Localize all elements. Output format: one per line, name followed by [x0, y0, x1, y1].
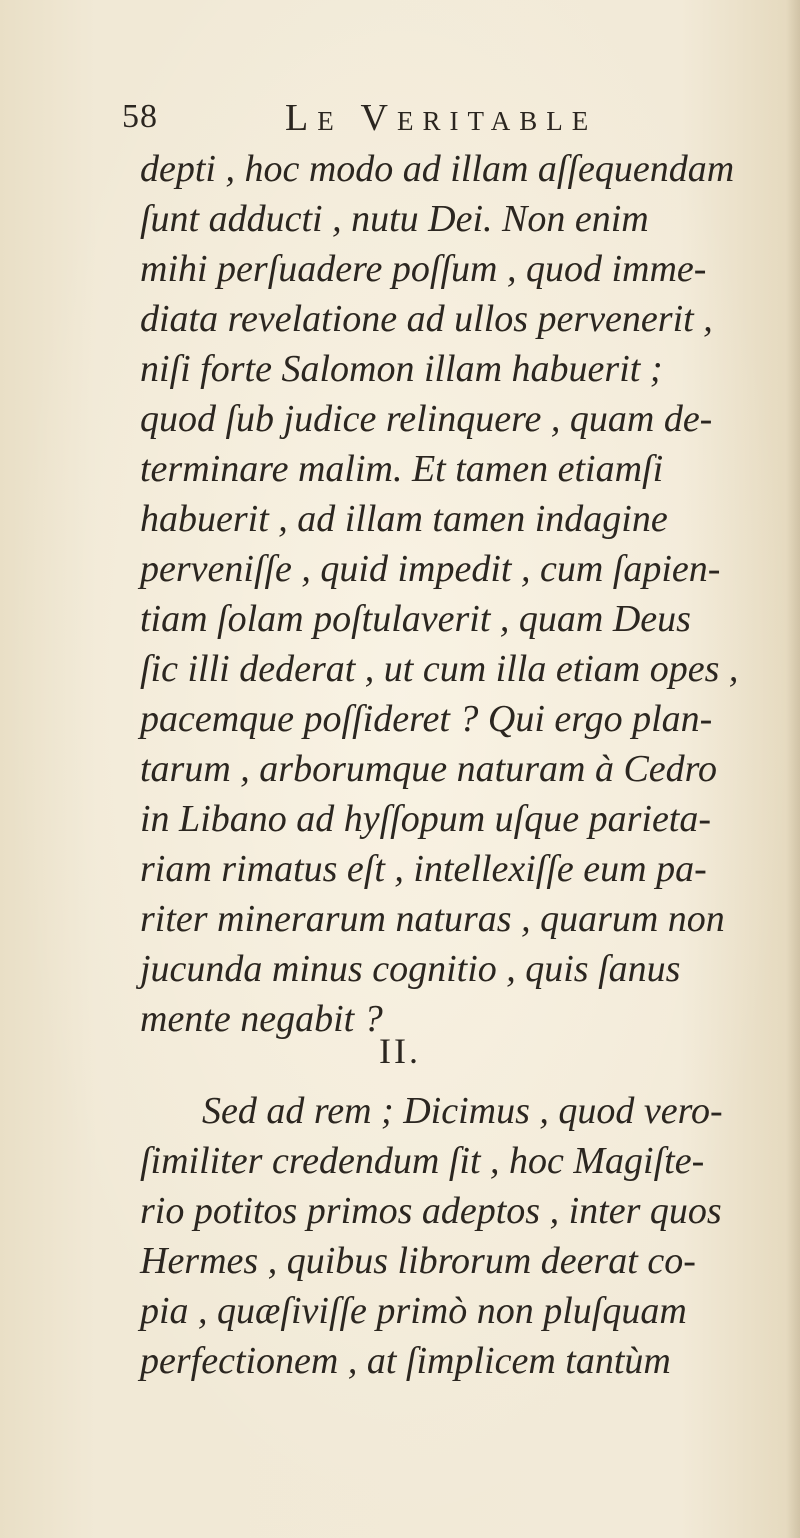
- text-line: perveniſſe , quid impedit , cum ſapien-: [140, 548, 721, 590]
- text-line: depti , hoc modo ad illam aſſequendam: [140, 148, 735, 190]
- text-line: riam rimatus eſt , intellexiſſe eum pa-: [140, 848, 707, 890]
- text-line: pacemque poſſideret ? Qui ergo plan-: [140, 698, 713, 740]
- text-line: perfectionem , at ſimplicem tantùm: [140, 1340, 671, 1382]
- text-line: ſic illi dederat , ut cum illa etiam opes ,: [140, 648, 739, 690]
- text-line: in Libano ad hyſſopum uſque parieta-: [140, 798, 712, 840]
- text-line: diata revelatione ad ullos pervenerit ,: [140, 298, 713, 340]
- text-line: tarum , arborumque naturam à Cedro: [140, 748, 718, 790]
- text-line: habuerit , ad illam tamen indagine: [140, 498, 668, 540]
- text-line: Sed ad rem ; Dicimus , quod vero-: [202, 1090, 723, 1132]
- text-line: mente negabit ?: [140, 998, 383, 1040]
- text-line: riter minerarum naturas , quarum non: [140, 898, 725, 940]
- running-head: Le Veritable: [285, 97, 598, 139]
- text-line: niſi forte Salomon illam habuerit ;: [140, 348, 663, 390]
- text-line: mihi perſuadere poſſum , quod imme-: [140, 248, 707, 290]
- page-header: [122, 96, 682, 146]
- page-edge-shadow: [786, 0, 800, 1538]
- text-line: rio potitos primos adeptos , inter quos: [140, 1190, 722, 1232]
- section-number: II.: [379, 1031, 421, 1071]
- text-line: terminare malim. Et tamen etiamſi: [140, 448, 664, 490]
- page-number: 58: [122, 98, 158, 135]
- text-line: quod ſub judice relinquere , quam de-: [140, 398, 713, 440]
- text-line: jucunda minus cognitio , quis ſanus: [140, 948, 681, 990]
- text-line: ſimiliter credendum ſit , hoc Magiſte-: [140, 1140, 705, 1182]
- text-line: tiam ſolam poſtulaverit , quam Deus: [140, 598, 691, 640]
- text-line: ſunt adducti , nutu Dei. Non enim: [140, 198, 649, 240]
- text-line: Hermes , quibus librorum deerat co-: [140, 1240, 696, 1282]
- text-line: pia , quæſiviſſe primò non pluſquam: [140, 1290, 687, 1332]
